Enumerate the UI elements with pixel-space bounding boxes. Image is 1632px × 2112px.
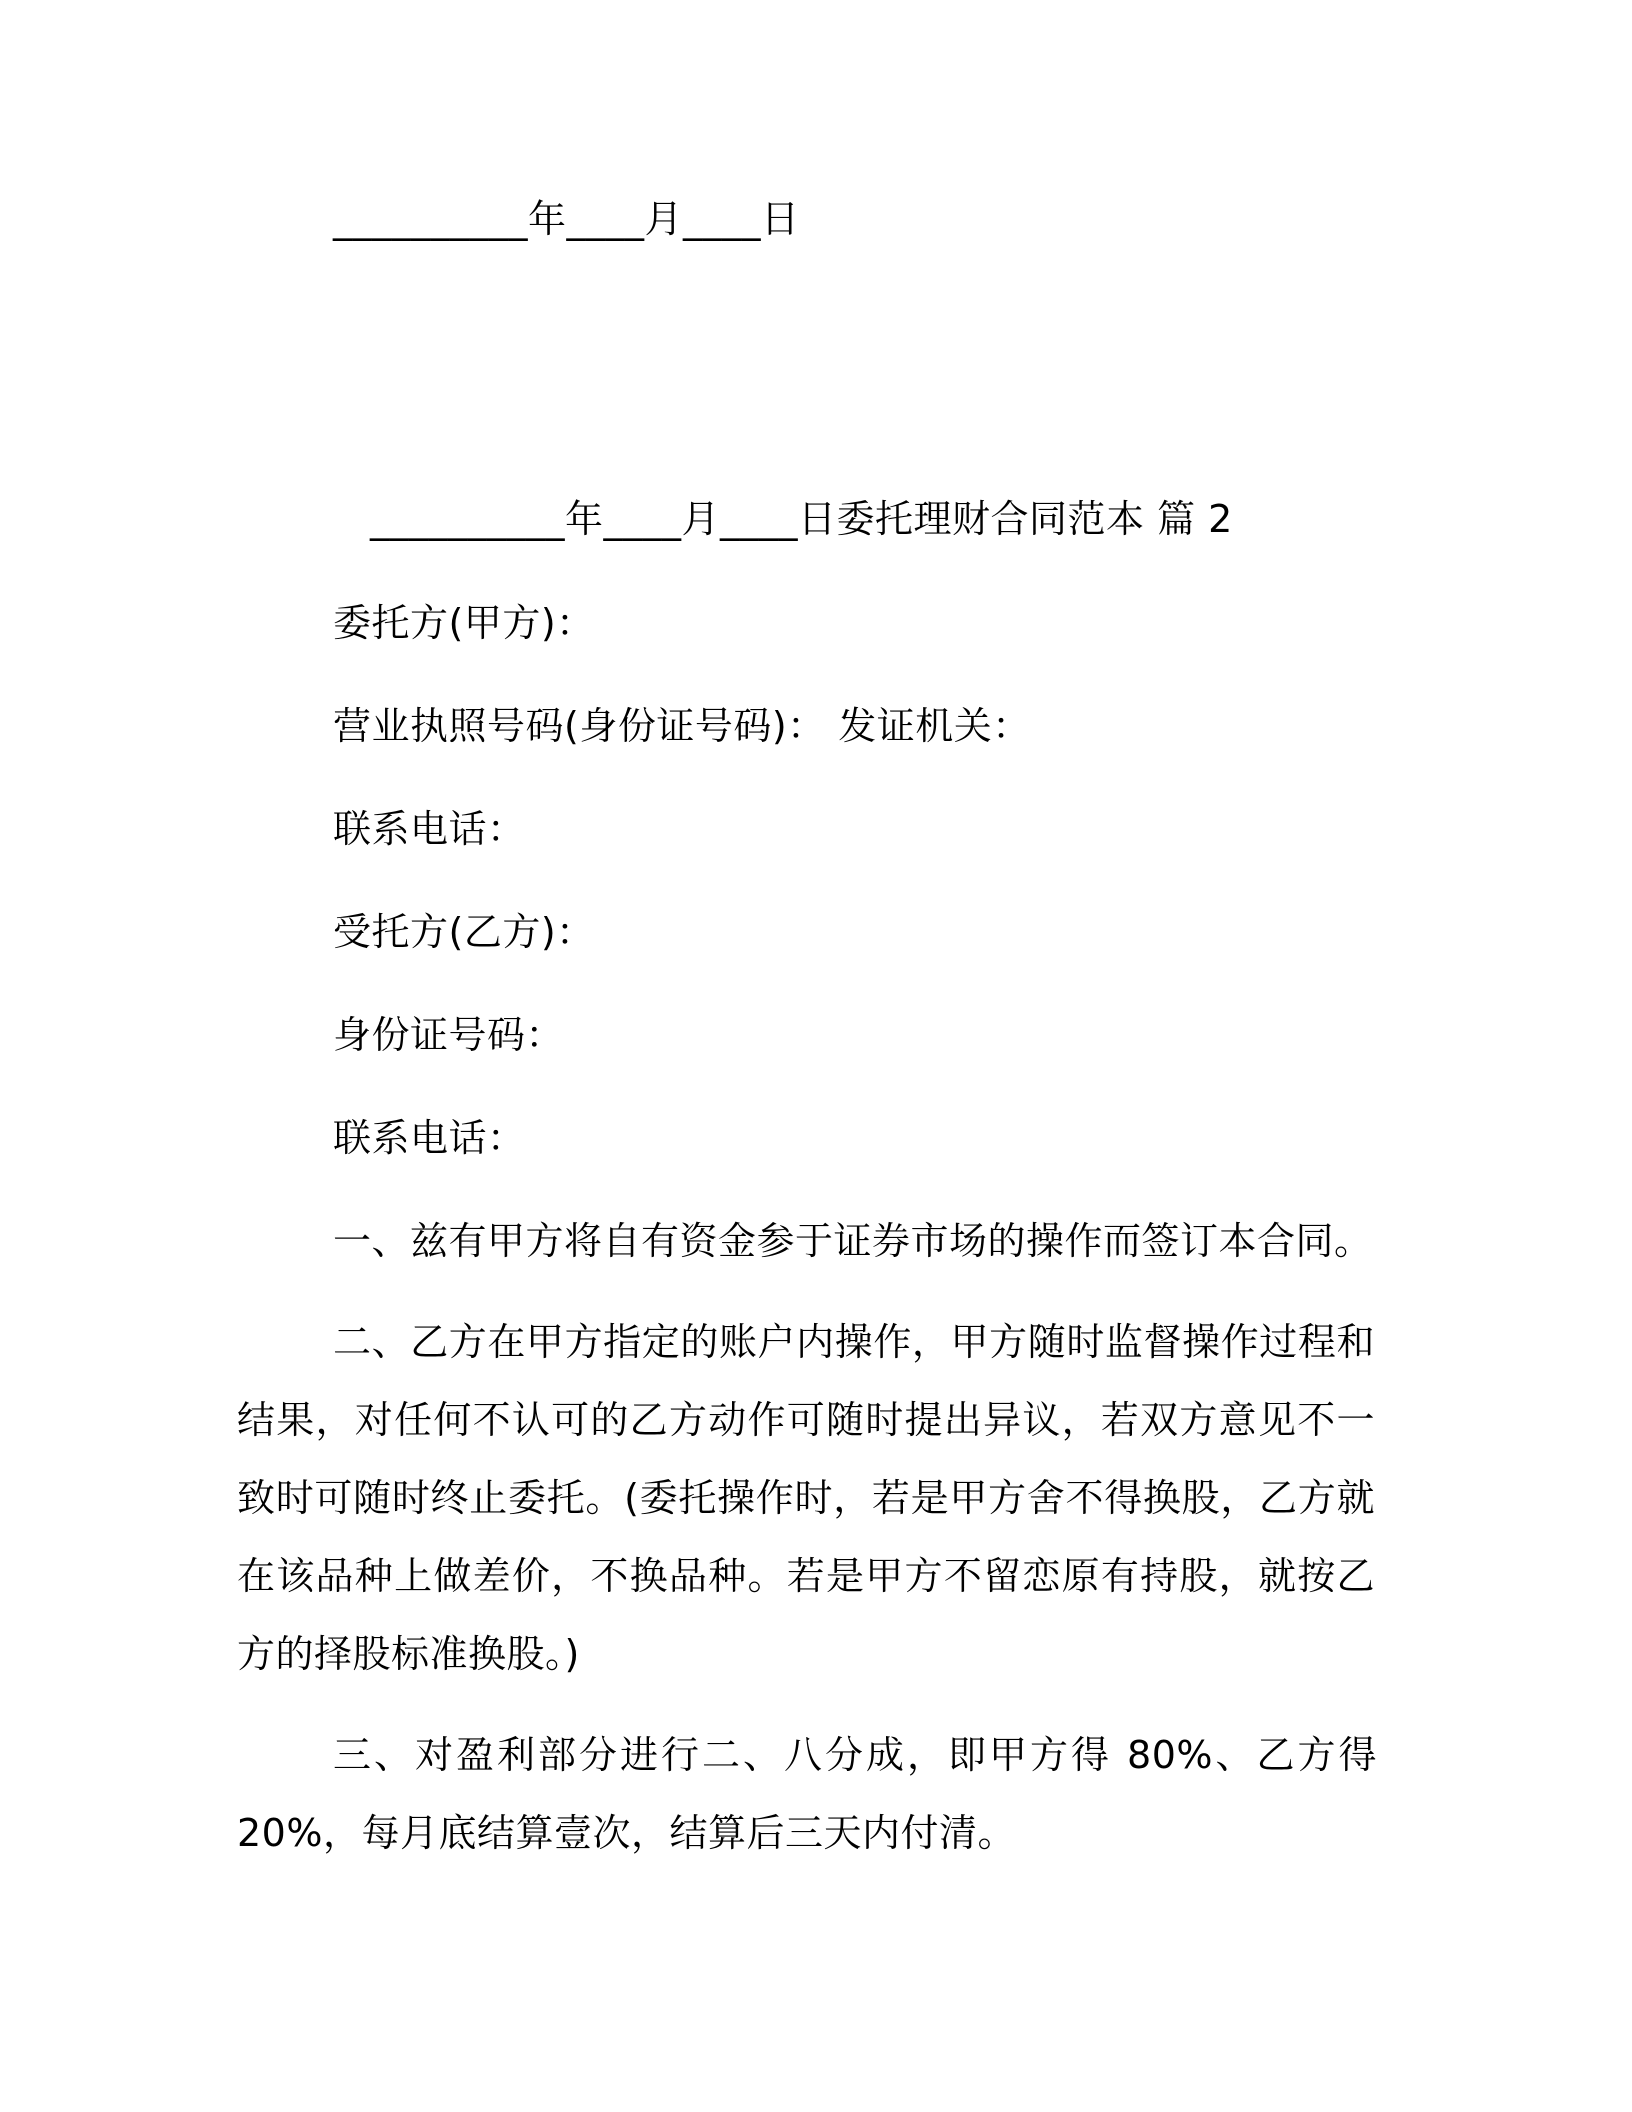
field-client: 委托方(甲方)： — [333, 601, 595, 645]
date-line: __________年____月____日 — [333, 197, 800, 241]
field-trustee: 受托方(乙方)： — [333, 910, 595, 954]
field-trustee-phone: 联系电话： — [333, 1116, 526, 1160]
field-trustee-id: 身份证号码： — [333, 1013, 565, 1057]
clause-2: 二、乙方在甲方指定的账户内操作，甲方随时监督操作过程和结果，对任何不认可的乙方动作可随时提出异议，若双方意见不一致时可随时终止委托。(委托操作时，若是甲方舍不得换股，乙方就在该品种上做差价，不换品种。若是甲方不留恋原有持股，就按乙方的择股标准换股。) — [237, 1320, 1375, 1676]
clause-1: 一、兹有甲方将自有资金参于证券市场的操作而签订本合同。 — [333, 1219, 1373, 1263]
section-title: __________年____月____日委托理财合同范本 篇 2 — [370, 497, 1233, 541]
field-client-phone: 联系电话： — [333, 807, 526, 851]
clause-3: 三、对盈利部分进行二、八分成，即甲方得 80%、乙方得 20%，每月底结算壹次，结算后三天内付清。 — [237, 1733, 1377, 1855]
field-license-number: 营业执照号码(身份证号码)： 发证机关： — [333, 704, 1031, 748]
